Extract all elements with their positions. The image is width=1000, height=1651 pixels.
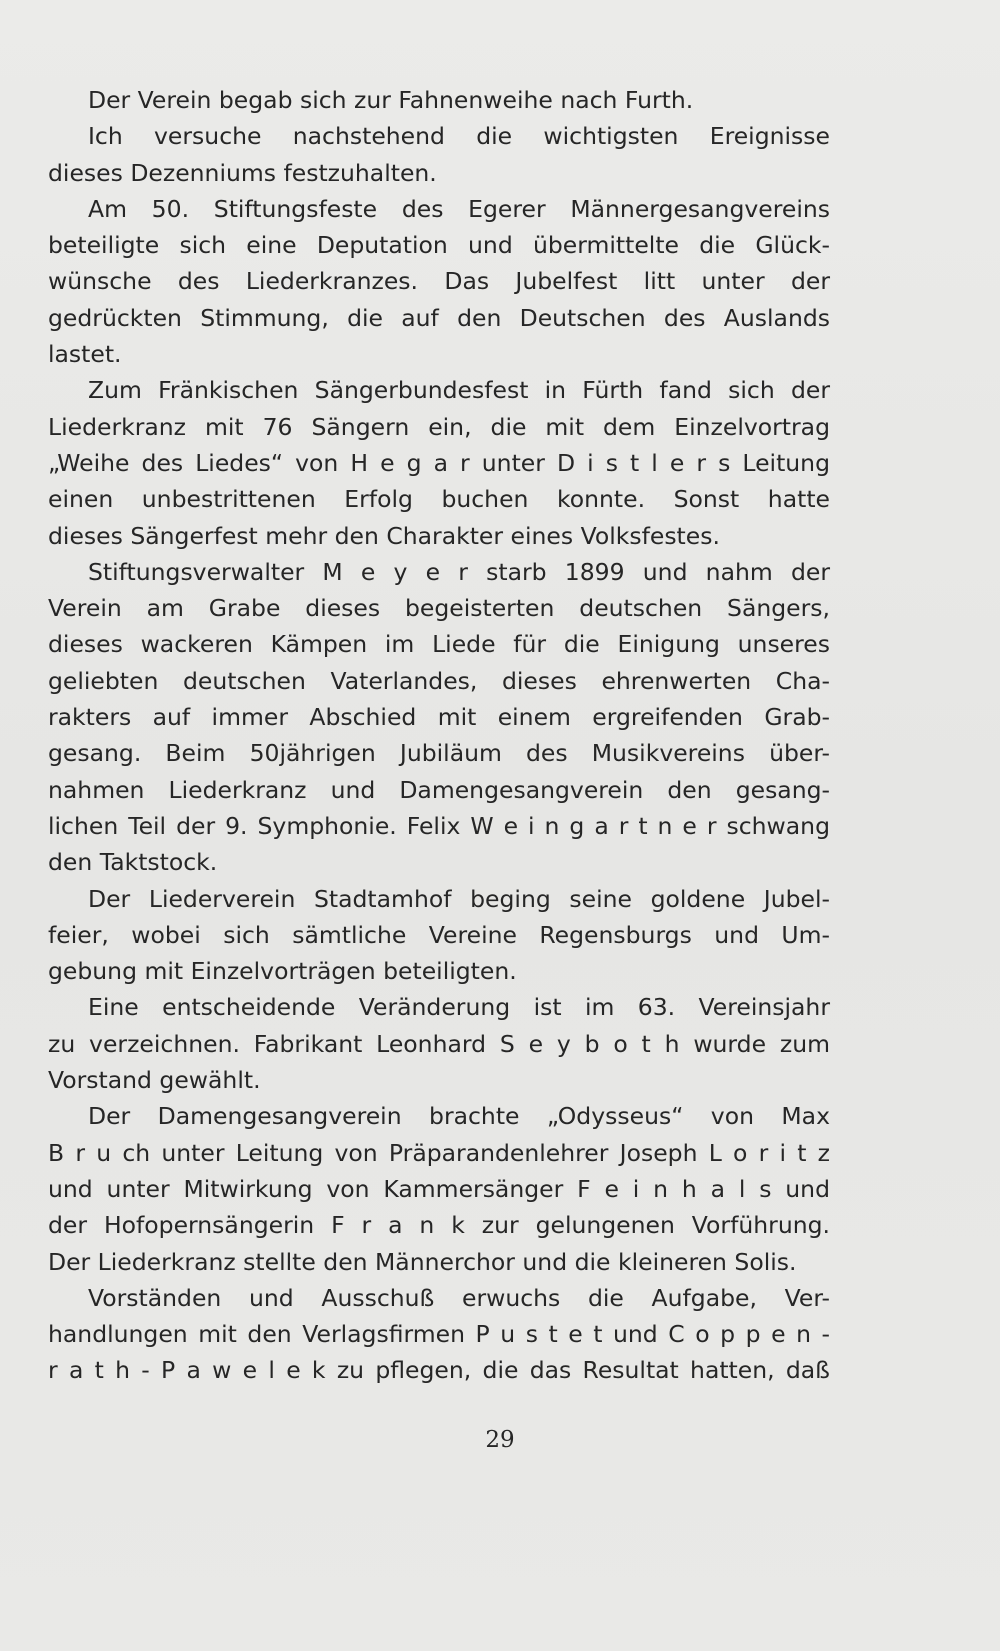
- text-line: Ich versuche nachstehend die wichtigsten Ereignisse: [88, 122, 830, 151]
- text-line: gedrückten Stimmung, die auf den Deutschen des Auslands: [48, 303, 830, 332]
- text-line: Der Liederkranz stellte den Männerchor und die kleineren Solis.: [48, 1247, 797, 1276]
- text-line: feier, wobei sich sämtliche Vereine Regensburgs und Um-: [48, 920, 830, 949]
- text-line: lichen Teil der 9. Symphonie. Felix W e i n g a r t n e r schwang: [48, 811, 830, 840]
- text-line: und unter Mitwirkung von Kammersänger F e i n h a l s und: [48, 1174, 830, 1203]
- text-line: Zum Fränkischen Sängerbundesfest in Fürth fand sich der: [88, 376, 830, 405]
- text-line: dieses Dezenniums festzuhalten.: [48, 158, 437, 187]
- text-line: den Taktstock.: [48, 848, 218, 877]
- text-line: beteiligte sich eine Deputation und übermittelte die Glück-: [48, 231, 830, 260]
- text-line: Am 50. Stiftungsfeste des Egerer Männergesangvereins: [88, 194, 830, 223]
- text-line: gebung mit Einzelvorträgen beteiligten.: [48, 957, 517, 986]
- text-line: handlungen mit den Verlagsfirmen P u s t e t und C o p p e n -: [48, 1320, 830, 1349]
- text-line: Verein am Grabe dieses begeisterten deutschen Sängers,: [48, 594, 830, 623]
- text-line: Der Liederverein Stadtamhof beging seine goldene Jubel-: [88, 884, 830, 913]
- text-line: Der Verein begab sich zur Fahnenweihe nach Furth.: [88, 86, 694, 114]
- text-line: „Weihe des Liedes“ von H e g a r unter D i s t l e r s Leitung: [48, 448, 830, 477]
- text-line: der Hofopernsängerin F r a n k zur gelungenen Vorführung.: [48, 1211, 830, 1240]
- text-line: dieses wackeren Kämpen im Liede für die Einigung unseres: [48, 630, 830, 659]
- text-line: Eine entscheidende Veränderung ist im 63. Vereinsjahr: [88, 993, 830, 1022]
- text-line: einen unbestrittenen Erfolg buchen konnte. Sonst hatte: [48, 485, 830, 514]
- text-line: zu verzeichnen. Fabrikant Leonhard S e y b o t h wurde zum: [48, 1029, 830, 1058]
- text-line: r a t h - P a w e l e k zu pflegen, die das Resultat hatten, daß: [48, 1356, 830, 1385]
- text-line: gesang. Beim 50jährigen Jubiläum des Musikvereins über-: [48, 739, 830, 768]
- text-line: nahmen Liederkranz und Damengesangverein den gesang-: [48, 775, 830, 804]
- text-line: Stiftungsverwalter M e y e r starb 1899 und nahm der: [88, 557, 830, 586]
- text-line: wünsche des Liederkranzes. Das Jubelfest litt unter der: [48, 267, 830, 296]
- text-line: dieses Sängerfest mehr den Charakter eines Volksfestes.: [48, 521, 720, 550]
- text-line: geliebten deutschen Vaterlandes, dieses ehrenwerten Cha-: [48, 666, 830, 695]
- body-text: [48, 82, 830, 1389]
- text-line: Liederkranz mit 76 Sängern ein, die mit dem Einzelvortrag: [48, 412, 830, 441]
- text-line: rakters auf immer Abschied mit einem ergreifenden Grab-: [48, 703, 830, 732]
- text-line: lastet.: [48, 340, 122, 369]
- page-number: 29: [485, 1427, 515, 1453]
- text-line: B r u ch unter Leitung von Präparandenlehrer Joseph L o r i t z: [48, 1138, 830, 1167]
- text-line: Der Damengesangverein brachte „Odysseus“ von Max: [88, 1102, 830, 1131]
- text-line: Vorständen und Ausschuß erwuchs die Aufgabe, Ver-: [88, 1283, 830, 1312]
- text-line: Vorstand gewählt.: [48, 1066, 261, 1095]
